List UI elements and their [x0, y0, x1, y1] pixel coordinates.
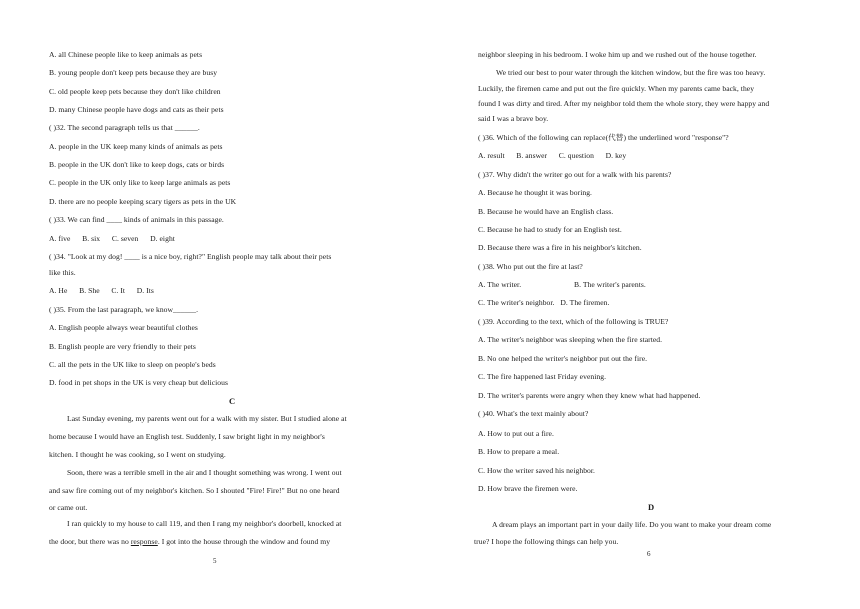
- passage-c-para2-line2: and saw fire coming out of my neighbor's kitchen. So I shouted "Fire! Fire!" But no one heard: [49, 486, 340, 495]
- passage-d-para1-line1: A dream plays an important part in your daily life. Do you want to make your dream come: [492, 520, 772, 529]
- passage-c-para2-line1: Soon, there was a terrible smell in the air and I thought something was wrong. I went out: [67, 468, 342, 477]
- q37-option-c: C. Because he had to study for an English test.: [478, 225, 622, 234]
- right-page: [430, 0, 860, 609]
- passage-c-para3-line2: [49, 537, 330, 547]
- passage-c-para1-line1: Last Sunday evening, my parents went out for a walk with my sister. But I studied alone at: [67, 414, 347, 423]
- q35-option-a: A. English people always wear beautiful clothes: [49, 323, 198, 332]
- q31-option-b: B. young people don't keep pets because they are busy: [49, 68, 218, 77]
- question-34-line1: ( )34. "Look at my dog! ____ is a nice boy, right?" English people may talk about their pets: [49, 252, 332, 261]
- passage-c-para1-line2: home because I would have an English test. Suddenly, I saw bright light in my neighbor's: [49, 432, 325, 441]
- q37-option-d: D. Because there was a fire in his neighbor's kitchen.: [478, 243, 642, 252]
- passage-d-para1-line2: true? I hope the following things can help you.: [474, 537, 619, 546]
- question-36: ( )36. Which of the following can replace(代替) the underlined word "response"?: [478, 133, 729, 142]
- question-37: ( )37. Why didn't the writer go out for a walk with his parents?: [478, 170, 672, 179]
- q34-options: A. He B. She C. It D. Its: [49, 286, 154, 295]
- question-38: ( )38. Who put out the fire at last?: [478, 262, 583, 271]
- passage-c-para1-line3: kitchen. I thought he was cooking, so I went on studying.: [49, 450, 226, 459]
- passage-c-para4-line4: said I was a brave boy.: [478, 114, 549, 123]
- underlined-word-response: response: [130, 537, 158, 546]
- question-34-line2: like this.: [49, 268, 76, 277]
- q35-option-b: B. English people are very friendly to their pets: [49, 342, 196, 351]
- q40-option-d: D. How brave the firemen were.: [478, 484, 578, 493]
- passage-c-para4-line2: Luckily, the firemen came and put out the fire quickly. When my parents came back, they: [478, 84, 755, 93]
- passage-c-para3-line3: neighbor sleeping in his bedroom. I woke him up and we rushed out of the house together.: [478, 50, 757, 59]
- q35-option-c: C. all the pets in the UK like to sleep on people's beds: [49, 360, 216, 369]
- passage-c-para4-line3: found I was dirty and tired. After my neighbor told them the whole story, they were happy and: [478, 99, 770, 108]
- q37-option-b: B. Because he would have an English class.: [478, 207, 614, 216]
- q32-option-a: A. people in the UK keep many kinds of animals as pets: [49, 142, 223, 151]
- question-40: ( )40. What's the text mainly about?: [478, 409, 589, 418]
- q32-option-c: C. people in the UK only like to keep large animals as pets: [49, 178, 231, 187]
- q38-options-cd: C. The writer's neighbor. D. The firemen.: [478, 298, 610, 307]
- q39-option-c: C. The fire happened last Friday evening.: [478, 372, 607, 381]
- question-32: ( )32. The second paragraph tells us that ______.: [49, 123, 200, 132]
- q40-option-b: B. How to prepare a meal.: [478, 447, 560, 456]
- question-35: ( )35. From the last paragraph, we know______.: [49, 305, 199, 314]
- passage-c-para4-line1: We tried our best to pour water through the kitchen window, but the fire was too heavy.: [496, 68, 766, 77]
- question-33: ( )33. We can find ____ kinds of animals in this passage.: [49, 215, 224, 224]
- q31-option-c: C. old people keep pets because they don't like children: [49, 87, 221, 96]
- q40-option-a: A. How to put out a fire.: [478, 429, 554, 438]
- q32-option-d: D. there are no people keeping scary tigers as pets in the UK: [49, 197, 237, 206]
- q39-option-b: B. No one helped the writer's neighbor put out the fire.: [478, 354, 648, 363]
- q39-option-d: D. The writer's parents were angry when they knew what had happened.: [478, 391, 701, 400]
- q39-option-a: A. The writer's neighbor was sleeping when the fire started.: [478, 335, 663, 344]
- q40-option-c: C. How the writer saved his neighbor.: [478, 466, 596, 475]
- section-d-heading: D: [648, 502, 655, 512]
- para3-text-before: the door, but there was no: [49, 537, 131, 546]
- para3-text-after: . I got into the house through the window and found my: [157, 537, 331, 546]
- q35-option-d: D. food in pet shops in the UK is very cheap but delicious: [49, 378, 229, 387]
- passage-c-para2-line3: or came out.: [49, 503, 88, 512]
- q32-option-b: B. people in the UK don't like to keep dogs, cats or birds: [49, 160, 225, 169]
- q37-option-a: A. Because he thought it was boring.: [478, 188, 592, 197]
- page-number-5: 5: [213, 557, 217, 565]
- section-c-heading: C: [229, 396, 236, 406]
- q31-option-d: D. many Chinese people have dogs and cats as their pets: [49, 105, 224, 114]
- page-number-6: 6: [647, 550, 651, 558]
- question-39: ( )39. According to the text, which of the following is TRUE?: [478, 317, 669, 326]
- q38-option-a: A. The writer.: [478, 280, 522, 289]
- q31-option-a: A. all Chinese people like to keep animals as pets: [49, 50, 203, 59]
- q33-options: A. five B. six C. seven D. eight: [49, 234, 175, 243]
- q36-options: A. result B. answer C. question D. key: [478, 151, 627, 160]
- q38-option-b: B. The writer's parents.: [574, 280, 646, 289]
- passage-c-para3-line1: I ran quickly to my house to call 119, and then I rang my neighbor's doorbell, knocked at: [67, 519, 342, 528]
